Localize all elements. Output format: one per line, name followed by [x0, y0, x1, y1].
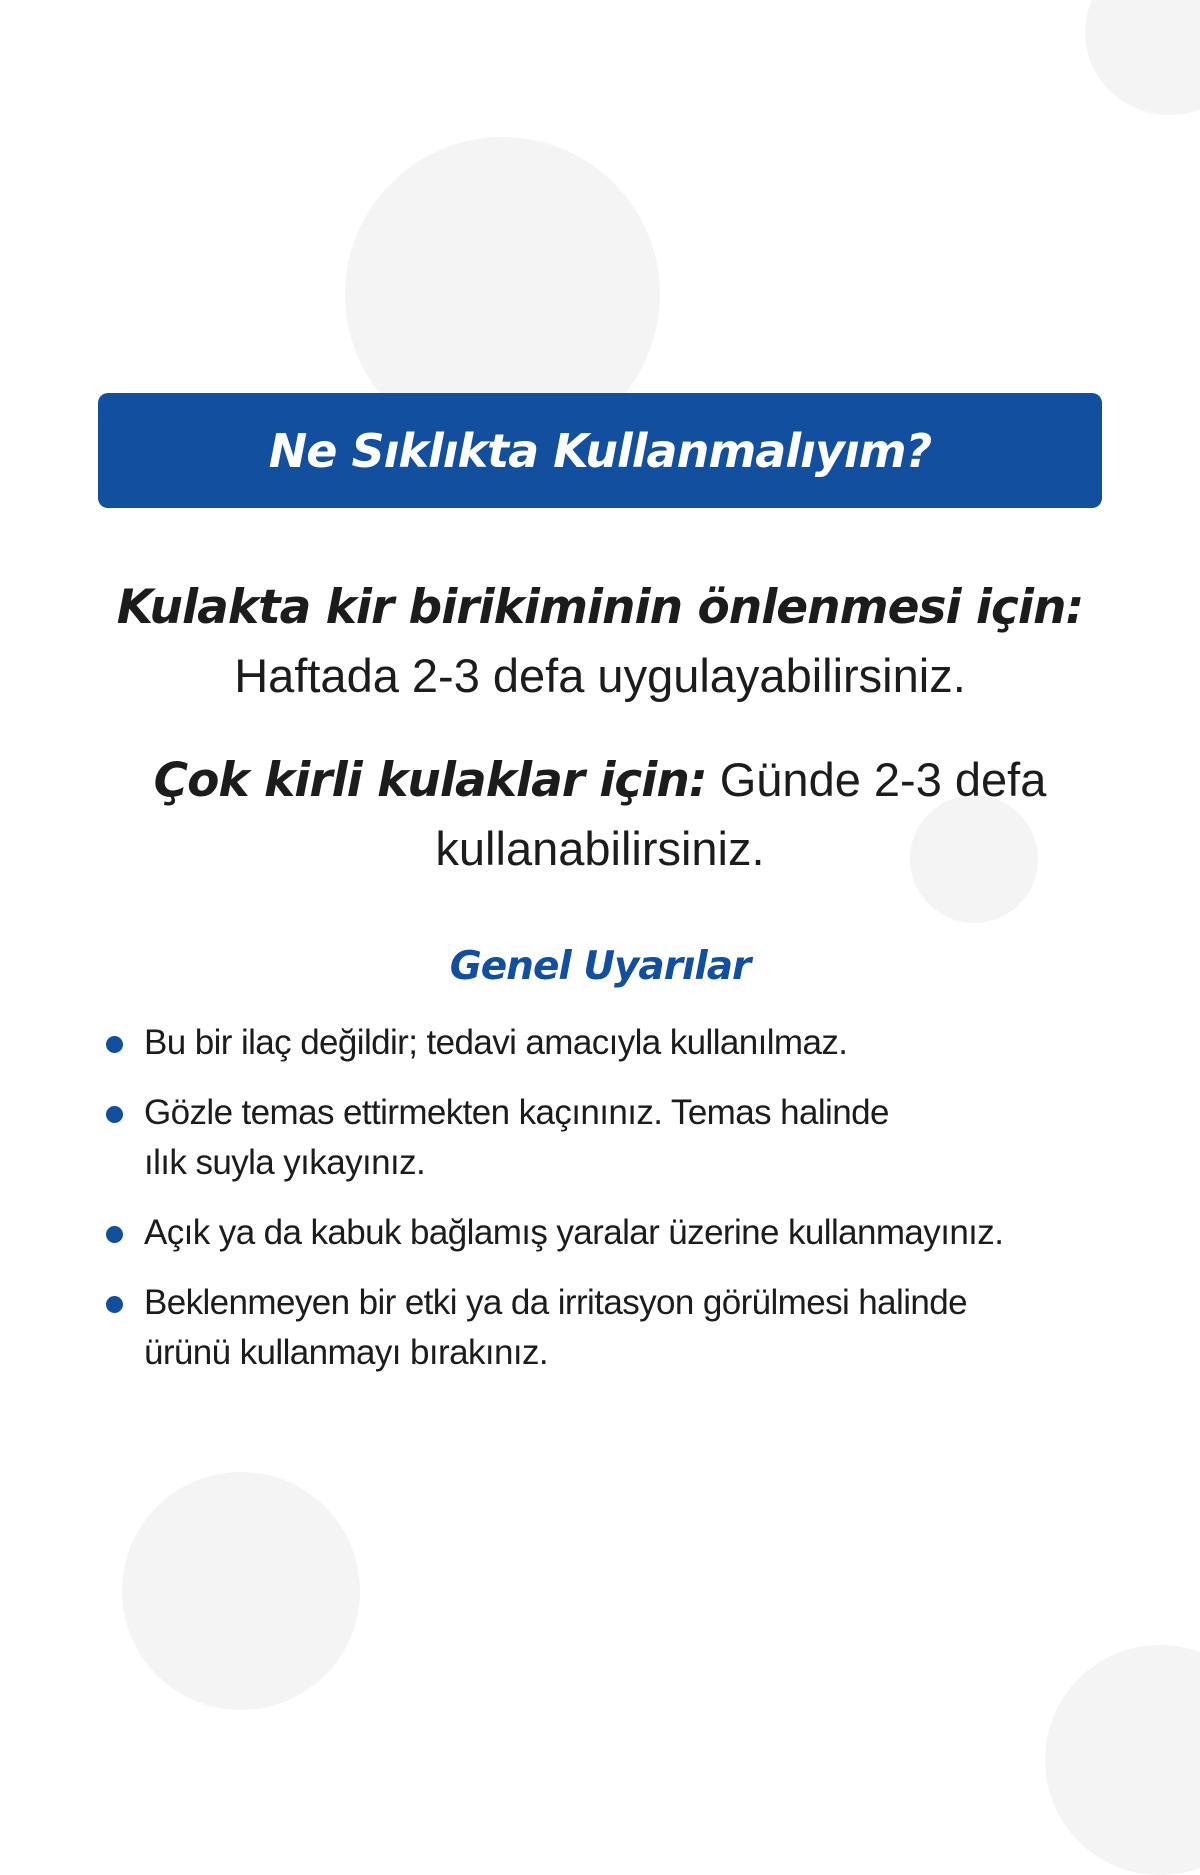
frequency-block-prevention	[98, 573, 1102, 710]
frequency-text: Haftada 2-3 defa uygulayabilirsiniz.	[234, 649, 966, 702]
bullet-icon	[106, 1296, 123, 1313]
frequency-lead: Kulakta kir birikiminin önlenmesi için:	[116, 580, 1084, 635]
warnings-list	[103, 1018, 1103, 1398]
bullet-icon	[106, 1036, 123, 1053]
bullet-icon	[106, 1106, 123, 1123]
warning-text: Bu bir ilaç değildir; tedavi amacıyla kullanılmaz.	[144, 1023, 848, 1062]
warning-item	[103, 1278, 1103, 1378]
bullet-icon	[106, 1226, 123, 1243]
warning-text: Açık ya da kabuk bağlamış yaralar üzerine kullanmayınız.	[144, 1213, 1004, 1252]
frequency-lead: Çok kirli kulaklar için:	[153, 753, 707, 808]
warning-text: ürünü kullanmayı bırakınız.	[144, 1333, 549, 1372]
frequency-block-dirty-ears	[98, 746, 1102, 883]
warning-text: Beklenmeyen bir etki ya da irritasyon görülmesi halinde	[144, 1283, 967, 1322]
warning-text: Gözle temas ettirmekten kaçınınız. Temas halinde	[144, 1093, 889, 1132]
warning-item	[103, 1018, 1103, 1068]
warning-item	[103, 1088, 1103, 1188]
title-banner	[98, 393, 1102, 508]
warning-text: ılık suyla yıkayınız.	[144, 1143, 426, 1182]
banner-title: Ne Sıklıkta Kullanmalıyım?	[268, 423, 932, 478]
frequency-text: Günde 2-3 defa kullanabilirsiniz.	[435, 753, 1047, 875]
warning-item	[103, 1208, 1103, 1258]
warnings-heading: Genel Uyarılar	[449, 944, 751, 989]
